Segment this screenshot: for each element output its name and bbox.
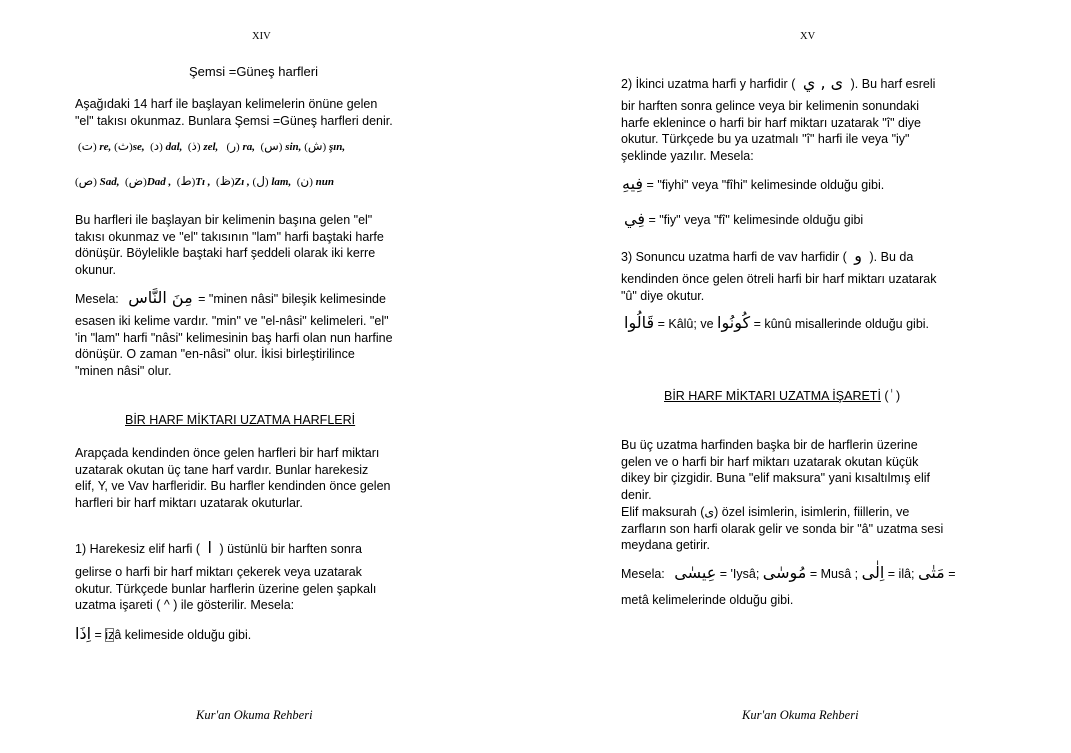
section-heading [664, 388, 900, 403]
example-text: = kûnû misallerinde olduğu gibi. [753, 317, 930, 331]
vav-paragraph [621, 271, 936, 304]
text-line: Aşağıdaki 14 harf ile başlayan kelimelerin önüne gelen [75, 97, 378, 111]
text-line: meydana getirir. [621, 538, 710, 553]
text-line: uzatma işareti ( ^ ) ile gösterilir. Mesela: [75, 598, 295, 613]
page-number: XIV [252, 31, 271, 42]
text-line: harfleri bir harf miktarı uzatarak okuturlar. [75, 496, 303, 511]
arabic-example: اِلٰى [861, 563, 885, 582]
example-text: = ilâ; [887, 567, 915, 581]
letter-name: nun [315, 176, 334, 188]
text-line: bir harften sonra gelince veya bir kelimenin sonundaki [621, 99, 920, 113]
item-text: 2) İkinci uzatma harfi y harfidir ( [621, 77, 796, 91]
text-line: elif, Y, ve Vav harfleridir. Bu harfler kendinden önce gelen [75, 479, 391, 494]
mesela-text: = "minen nâsi" bileşik kelimesinde [198, 292, 386, 306]
arabic-letters: ى , ي [802, 73, 844, 92]
transliteration-tail: â [114, 628, 122, 642]
text-line: "û" diye okutur. [621, 288, 705, 303]
mesela-label: Mesela: [621, 567, 665, 581]
intro-paragraph [75, 96, 393, 129]
arabic-letter: ل [256, 174, 265, 188]
transliteration [105, 628, 121, 642]
arabic-letter: ا [207, 538, 212, 557]
text-line: dikey bir çizgidir. Buna "elif maksura" yani kısaltılmış elif [621, 471, 930, 486]
item-3-line [621, 246, 913, 265]
arabic-example: قَالُوا [624, 313, 655, 332]
text-line: kendinden önce gelen ötreli harfi bir harf miktarı uzatarak [621, 272, 937, 286]
letter-name: şın, [328, 141, 346, 153]
text-line: takısı okunmaz ve "el" takısının "lam" harfi baştaki harfe [75, 229, 384, 244]
letter-name: Sad, [99, 176, 120, 188]
right-page [536, 0, 1071, 753]
sun-letters-row-2: (ص) Sad, (ض)Dad , (ط)Tı , (ظ)Zı , (ل) lam, (ن) nun [75, 174, 334, 188]
example-text: = "fiy" veya "fî" kelimesinde olduğu gibi [648, 213, 864, 227]
mesela-line [75, 288, 386, 307]
item-2-line [621, 73, 935, 92]
section-heading: BİR HARF MİKTARI UZATMA HARFLERİ [125, 413, 356, 427]
example-text: = Musâ ; [809, 567, 859, 581]
example-line-1 [622, 174, 884, 193]
lengthening-letters-paragraph [75, 445, 390, 512]
explanation-paragraph [75, 313, 393, 380]
arabic-example: مَتٰى [918, 563, 945, 582]
equals-sign: = [94, 628, 102, 642]
arabic-example: اِذَا [75, 624, 92, 643]
text-line: uzatarak okutan üç tane harf vardır. Bunlar harekesiz [75, 462, 369, 477]
example-text: = [948, 567, 956, 581]
mesela-label: Mesela: [75, 292, 119, 306]
arabic-letter: ظ [219, 174, 231, 188]
section-title: Şemsi =Güneş harfleri [189, 64, 318, 79]
letter-name: zel, [203, 141, 219, 153]
text-line: Arapçada kendinden önce gelen harfleri bir harf miktarı [75, 446, 380, 460]
item-text: ). Bu da [869, 250, 914, 264]
arabic-letter: س [264, 139, 279, 153]
text-line: "el" takısı okunmaz. Bunlara Şemsi =Güneş harfleri denir. [75, 113, 393, 128]
letter-name: ra, [242, 141, 255, 153]
example-line-2 [624, 209, 863, 228]
elif-maksura-paragraph [621, 437, 943, 554]
item-text: 3) Sonuncu uzatma harfi de vav harfidir ( [621, 250, 847, 264]
example-line-3 [624, 313, 929, 332]
letter-name: Zı , [234, 176, 250, 188]
arabic-letter: ت [81, 139, 93, 153]
footer-title: Kur'an Okuma Rehberi [196, 708, 313, 722]
text-line: okutur. Türkçede bunlar harflerin üzerine gelen şapkalı [75, 581, 377, 596]
elif-example-line [75, 624, 251, 643]
text-line: gelirse o harfi bir harf miktarı çekerek veya uzatarak [75, 565, 362, 579]
arabic-example: عِيسٰى [674, 563, 717, 582]
item-text: ) üstünlü bir harften sonra [219, 542, 362, 556]
page-number: XV [800, 31, 816, 42]
text-line: zarfların son harfi olarak gelir ve sonda bir "â" uzatma sesi [621, 521, 944, 536]
arabic-example: فِيهِ [622, 174, 644, 193]
arabic-letter: د [153, 139, 160, 153]
arabic-letter: و [854, 246, 863, 265]
letter-name: re, [99, 141, 112, 153]
letter-name: se, [132, 141, 145, 153]
arabic-letter: ن [300, 174, 310, 188]
text-line: Bu harfleri ile başlayan bir kelimenin başına gelen "el" [75, 213, 373, 227]
example-text: = 'Iysâ; [719, 567, 760, 581]
text-line: harfe eklenince o harfi bir harf miktarı uzatarak "î" diye [621, 115, 921, 130]
text-line: okunur. [75, 263, 117, 278]
text-line: gelen ve o harfi bir harf miktarı uzatarak okutan küçük [621, 454, 919, 469]
item-1-line [75, 538, 362, 557]
text-line: Bu üç uzatma harfinden başka bir de harflerin üzerine [621, 438, 918, 452]
letter-name: lam, [271, 176, 292, 188]
text-line: esasen iki kelime vardır. "min" ve "el-nâsi" kelimeleri. "el" [75, 314, 389, 328]
arabic-letter: ذ [191, 139, 197, 153]
sun-letters-row-1: (ت) re, (ث)se, (د) dal, (ذ) zel, (ر) ra, (س) sin, (ش) şın, [78, 139, 346, 153]
letter-name: Tı , [195, 176, 211, 188]
arabic-letter: ض [128, 174, 144, 188]
item-text: ). Bu harf esreli [850, 77, 936, 91]
arabic-letter: ش [307, 139, 323, 153]
letter-name: sin, [285, 141, 302, 153]
elif-paragraph [75, 564, 376, 614]
text-line: "minen nâsi" olur. [75, 364, 172, 379]
footer-title: Kur'an Okuma Rehberi [742, 708, 859, 722]
arabic-example: فِي [624, 209, 645, 228]
el-article-paragraph [75, 212, 384, 279]
arabic-letter: ر [230, 139, 237, 153]
arabic-example: كُونُوا [717, 313, 751, 332]
highlighted-letters: iz [105, 628, 115, 642]
text-line: Elif maksurah (ى) özel isimlerin, isimlerin, fiillerin, ve [621, 504, 910, 519]
arabic-letter: ص [78, 174, 94, 188]
text-line: dönüşür. O zaman "en-nâsi" olur. İkisi birleştirilince [75, 347, 355, 362]
arabic-letter: ط [180, 174, 192, 188]
letter-name: dal, [165, 141, 183, 153]
text-line: 'in "lam" harfi "nâsi" kelimesinin baş harfi olan nun harfine [75, 330, 393, 345]
heading-text: BİR HARF MİKTARI UZATMA İŞARETİ [664, 389, 881, 403]
heading-symbol: ( ٰ ) [884, 389, 901, 403]
text-line: denir. [621, 488, 652, 503]
item-text: 1) Harekesiz elif harfi ( [75, 542, 201, 556]
text-line: okutur. Türkçede bu ya uzatmalı "î" harfi ile veya "iy" [621, 132, 910, 147]
example-text: kelimeside olduğu gibi. [124, 628, 252, 642]
text-line: şeklinde yazılır. Mesela: [621, 149, 754, 164]
letter-name: Dad , [146, 176, 172, 188]
arabic-example: مُوسٰى [762, 563, 807, 582]
mesela-line [621, 563, 956, 582]
ya-paragraph [621, 98, 921, 165]
closing-line: metâ kelimelerinde olduğu gibi. [621, 593, 794, 607]
arabic-example: مِنَ النَّاس [128, 288, 193, 307]
example-text: = Kâlû; ve [657, 317, 714, 331]
arabic-letter: ث [117, 139, 130, 153]
example-text: = "fiyhi" veya "fîhi" kelimesinde olduğu gibi. [646, 178, 885, 192]
text-line: dönüşür. Böylelikle baştaki harf şeddeli olarak iki kerre [75, 246, 376, 261]
